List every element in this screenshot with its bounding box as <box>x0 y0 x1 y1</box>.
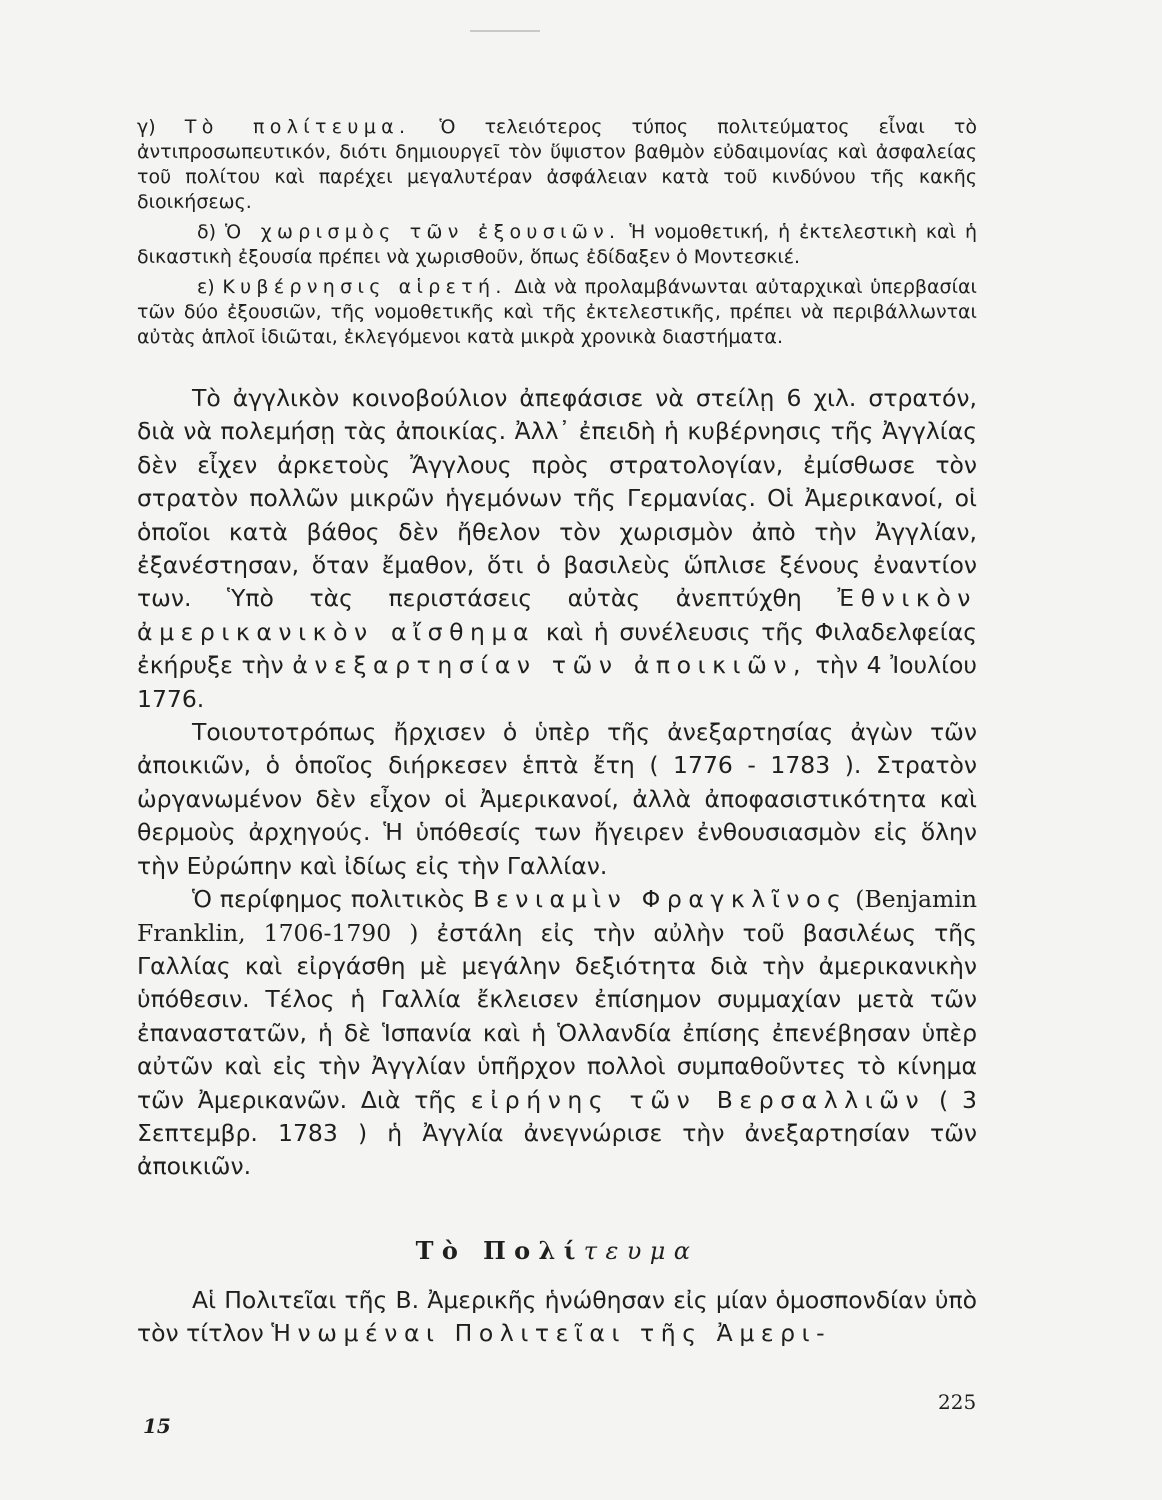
list-item <box>137 220 977 270</box>
emphasis-text: εἰρήνης τῶν Βερσαλλιῶν <box>470 1085 926 1114</box>
paragraph-text: Αἱ Πολιτεῖαι τῆς Β. Ἀμερικῆς ἡνώθησαν εἰς μίαν ὁμοσπονδίαν ὑπὸ τὸν τίτλον <box>137 1286 977 1348</box>
item-title: Τὸ πολίτευμα. <box>184 116 411 138</box>
scan-smudge <box>470 30 540 32</box>
item-text: Ἡ νομοθετική, ἡ ἐκτελεστικὴ καὶ ἡ δικαστικὴ ἐξουσία πρέπει νὰ χωρισθοῦν, ὅπως ἐδίδαξεν ὁ Μοντεσκιέ. <box>137 221 977 268</box>
item-label: ε) <box>197 276 215 298</box>
item-title: Ὁ χωρισμὸς τῶν ἐξουσιῶν. <box>225 221 621 243</box>
paragraph-war: Τοιουτοτρόπως ἤρχισεν ὁ ὑπὲρ τῆς ἀνεξαρτησίας ἀγὼν τῶν ἀποικιῶν, ὁ ὁποῖος διήρκεσεν ἑπτὰ ἔτη ( 1776 - 1783 ). Στρατὸν ὠργανωμένον δὲν εἶχον οἱ Ἀμερικανοί, ἀλλὰ ἀποφασιστικότητα καὶ θερμοὺς ἀρχηγούς. Ἡ ὑπόθεσίς των ἤγειρεν ἐνθουσιασμὸν εἰς ὅλην τὴν Εὐρώπην καὶ ἰδίως εἰς τὴν Γαλλίαν. <box>137 718 977 880</box>
item-text: Ὁ τελειότερος τύπος πολιτεύματος εἶναι τὸ ἀντιπροσωπευτικόν, διότι δημιουργεῖ τὸν ὕψιστον βαθμὸν εὐδαιμονίας καὶ ἀσφαλείας τοῦ πολίτου καὶ παρέχει μεγαλυτέραν ἀσφάλειαν κατὰ τοῦ κινδύνου τῆς κακῆς διοικήσεως. <box>137 116 977 213</box>
page-number: 225 <box>938 1390 977 1414</box>
main-text <box>137 382 977 1184</box>
heading-text: Τὸ Πολί <box>415 1236 584 1265</box>
section-heading <box>137 1236 977 1265</box>
paragraph-text: (Benjamin Franklin, 1706-1790 ) <box>137 885 977 947</box>
paragraph-text: Τὸ ἀγγλικὸν κοινοβούλιον ἀπεφάσισε νὰ στείλῃ 6 χιλ. στρατόν, διὰ νὰ πολεμήσῃ τὰς ἀποικίας. Ἀλλ᾽ ἐπειδὴ ἡ κυβέρνησις τῆς Ἀγγλίας δὲν εἶχεν ἀρκετοὺς Ἄγγλους πρὸς στρατολογίαν, ἐμίσθωσε τὸν στρατὸν πολλῶν μικρῶν ἡγεμόνων τῆς Γερμανίας. Οἱ Ἀμερικανοί, οἱ ὁποῖοι κατὰ βάθος δὲν ἤθελον τὸν χωρισμὸν ἀπὸ τὴν Ἀγγλίαν, ἐξανέστησαν, ὅταν ἔμαθον, ὅτι ὁ βασιλεὺς ὥπλισε ξένους ἐναντίον των. Ὑπὸ τὰς περιστάσεις αὐτὰς ἀνεπτύχθη <box>137 384 977 613</box>
emphasis-text: Ἐθνικὸν ἀμερικανικὸν αἴσθημα <box>137 584 977 646</box>
paragraph-independence <box>137 382 977 716</box>
emphasis-text: ἀνεξαρτησίαν τῶν ἀποικιῶν, <box>292 651 808 680</box>
list-item <box>137 115 977 215</box>
paragraph-text: ( 3 Σεπτεμβρ. 1783 ) ἡ Ἀγγλία ἀνεγνώρισε τὴν ἀνεξαρτησίαν τῶν ἀποικιῶν. <box>137 1085 977 1181</box>
list-item <box>137 275 977 350</box>
paragraph-text: ἐστάλη εἰς τὴν αὐλὴν τοῦ βασιλέως τῆς Γαλλίας καὶ εἰργάσθη μὲ μεγάλην δεξιότητα διὰ τὴν ἀμερικανικὴν ὑπόθεσιν. Τέλος ἡ Γαλλία ἔκλεισεν ἐπίσημον συμμαχίαν μετὰ τῶν ἐπαναστατῶν, ἡ δὲ Ἱσπανία καὶ ἡ Ὁλλανδία ἐπίσης ἐπενέβησαν ὑπὲρ αὐτῶν καὶ εἰς τὴν Ἀγγλίαν ὑπῆρχον πολλοὶ συμπαθοῦντες τὸ κίνημα τῶν Ἀμερικανῶν. Διὰ τῆς <box>137 918 977 1114</box>
paragraph-constitution <box>137 1284 977 1351</box>
signature-mark: 15 <box>143 1414 171 1438</box>
item-label: γ) <box>137 116 156 138</box>
emphasis-text: Ἡνωμέναι Πολιτεῖαι τῆς Ἀμερι- <box>271 1319 832 1348</box>
item-title: Κυβέρνησις αἱρετή. <box>222 276 507 298</box>
item-text: Διὰ νὰ προλαμβάνωνται αὐταρχικαὶ ὑπερβασίαι τῶν δύο ἐξουσιῶν, τῆς νομοθετικῆς καὶ τῆς ἐκτελεστικῆς, πρέπει νὰ περιβάλλωνται αὐτὰς ἁπλοῖ ἰδιῶται, ἐκλεγόμενοι κατὰ μικρὰ χρονικὰ διαστήματα. <box>137 276 977 348</box>
paragraph-franklin <box>137 883 977 1184</box>
paragraph-text: καὶ ἡ συνέλευσις τῆς Φιλαδελφείας ἐκήρυξε τὴν <box>137 617 977 680</box>
paragraph-text: τὴν 4 Ἰουλίου 1776. <box>137 651 977 713</box>
heading-text-italic: τευμα <box>583 1237 699 1265</box>
item-label: δ) <box>197 221 217 243</box>
paragraph-text: Ὁ περίφημος πολιτικὸς <box>192 885 466 914</box>
main-text-continued <box>137 1284 977 1351</box>
principles-list <box>137 115 977 355</box>
emphasis-text: Βενιαμὶν Φραγκλῖνος <box>473 885 848 914</box>
